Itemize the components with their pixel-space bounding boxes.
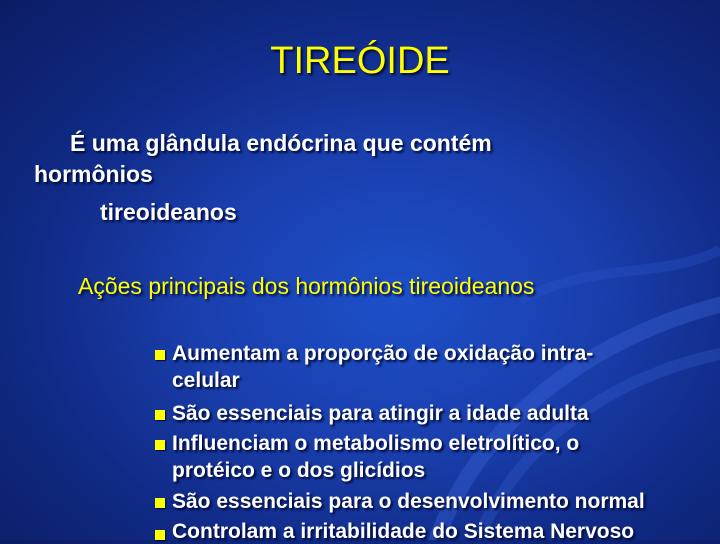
- bullet-line: celular: [172, 369, 240, 392]
- bullet-line: Controlam a irritabilidade do Sistema Nervoso: [172, 520, 635, 543]
- intro-line-3: tireoideanos: [100, 199, 237, 225]
- square-bullet-icon: [155, 530, 165, 540]
- intro-line-2: hormônios: [34, 161, 153, 187]
- square-bullet-icon: [155, 410, 165, 420]
- bullet-line: Influenciam o metabolismo eletrolítico, o: [172, 432, 580, 455]
- square-bullet-icon: [155, 498, 165, 508]
- square-bullet-icon: [155, 440, 165, 450]
- bullet-line: Aumentam a proporção de oxidação intra-: [172, 342, 594, 365]
- intro-line-1: É uma glândula endócrina que contém: [70, 130, 492, 156]
- bullet-line: protéico e o dos glicídios: [172, 459, 426, 482]
- bullet-line: São essenciais para atingir a idade adulta: [172, 402, 589, 425]
- square-bullet-icon: [155, 350, 165, 360]
- section-subheading: Ações principais dos hormônios tireoideanos: [78, 273, 535, 299]
- slide-title: TIREÓIDE: [270, 40, 450, 82]
- bullet-line: São essenciais para o desenvolvimento normal: [172, 490, 645, 513]
